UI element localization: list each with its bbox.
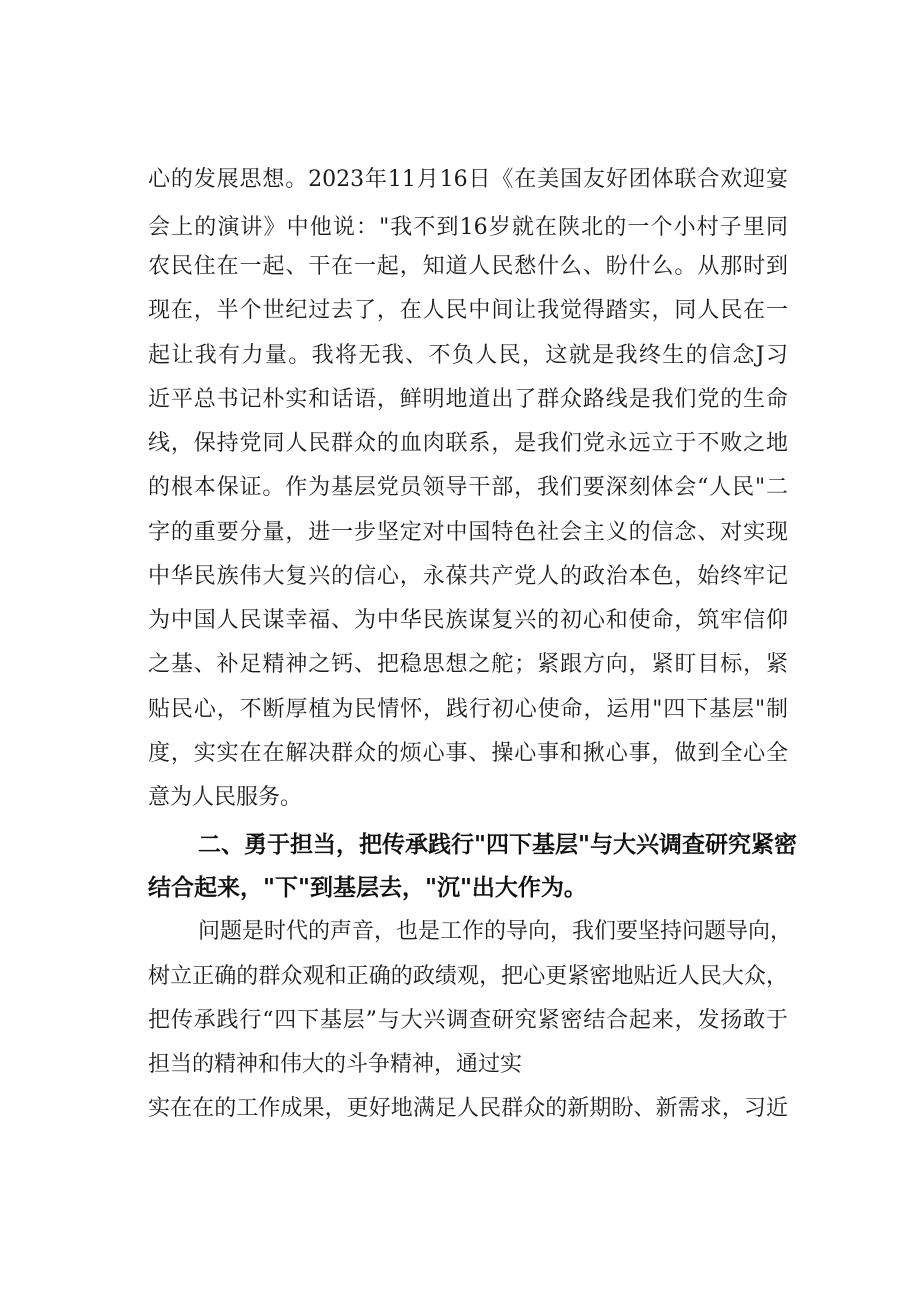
paragraph-1-line-7: 线，保持党同人民群众的血肉联系，是我们党永远立于不败之地 [148,431,788,456]
paragraph-1-line-1: 心的发展思想。2023年11月16日《在美国友好团体联合欢迎宴 [148,167,788,192]
paragraph-2-line-2: 树立正确的群众观和正确的政绩观，把心更紧密地贴近人民大众， [148,964,788,989]
paragraph-1-line-8: 的根本保证。作为基层党员领导干部，我们要深刻体会“人民"二 [148,475,788,500]
paragraph-1-line-14: 度，实实在在解决群众的烦心事、操心事和揪心事，做到全心全 [148,741,788,766]
paragraph-2-line-4: 担当的精神和伟大的斗争精神，通过实 [148,1052,523,1077]
paragraph-1-line-6: 近平总书记朴实和话语，鲜明地道出了群众路线是我们党的生命 [148,387,788,412]
paragraph-1-line-9: 字的重要分量，进一步坚定对中国特色社会主义的信念、对实现 [148,520,788,545]
paragraph-1-line-2: 会上的演讲》中他说："我不到16岁就在陕北的一个小村子里同 [148,215,788,240]
paragraph-2-line-1: 问题是时代的声音，也是工作的导向，我们要坚持问题导向， [198,919,793,944]
section-heading-line-1: 二、勇于担当，把传承践行"四下基层"与大兴调查研究紧密 [198,832,797,858]
paragraph-1-line-5: 起让我有力量。我将无我、不负人民，这就是我终生的信念J习 [148,343,788,368]
paragraph-1-line-11: 为中国人民谋幸福、为中华民族谋复兴的初心和使命，筑牢信仰 [148,608,788,633]
section-heading-line-2: 结合起来，"下"到基层去，"沉"出大作为。 [148,875,587,901]
paragraph-1-line-4: 现在，半个世纪过去了，在人民中间让我觉得踏实，同人民在一 [148,298,788,323]
paragraph-1-line-12: 之基、补足精神之钙、把稳思想之舵；紧跟方向，紧盯目标，紧 [148,652,788,677]
paragraph-3-line-1: 实在在的工作成果，更好地满足人民群众的新期盼、新需求，习近 [148,1096,788,1121]
paragraph-1-line-15: 意为人民服务。 [148,785,303,810]
paragraph-1-line-10: 中华民族伟大复兴的信心，永葆共产党人的政治本色，始终牢记 [148,564,788,589]
paragraph-1-line-3: 农民住在一起、干在一起，知道人民愁什么、盼什么。从那时到 [148,254,788,279]
paragraph-1-line-13: 贴民心，不断厚植为民情怀，践行初心使命，运用"四下基层"制 [148,697,788,722]
paragraph-2-line-3: 把传承践行“四下基层”与大兴调查研究紧密结合起来，发扬敢于 [148,1008,788,1033]
